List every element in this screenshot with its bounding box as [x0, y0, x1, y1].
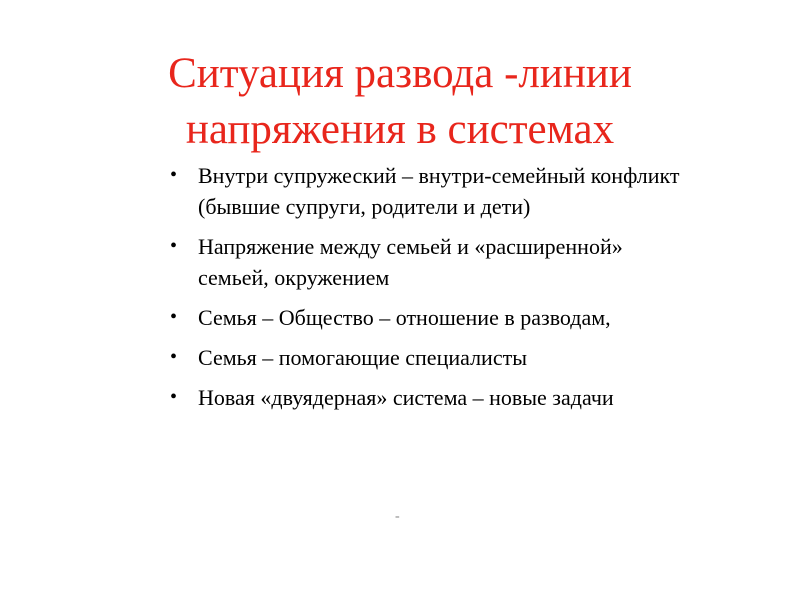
footer-mark: -: [395, 509, 400, 524]
bullet-icon: •: [170, 164, 178, 186]
bullet-item: [170, 302, 690, 333]
bullet-text: Новая «двуядерная» система – новые задачи: [198, 385, 614, 410]
slide-title: [60, 46, 740, 158]
bullet-item: [170, 342, 690, 373]
title-line-1: Ситуация развода -линии: [168, 50, 632, 97]
bullet-item: [170, 160, 690, 222]
bullet-item: [170, 382, 690, 413]
bullet-text: Внутри супружеский – внутри-семейный конфликт (бывшие супруги, родители и дети): [198, 163, 680, 219]
bullet-text: Семья – помогающие специалисты: [198, 345, 527, 370]
title-line-2: напряжения в системах: [185, 106, 615, 153]
bullet-item: [170, 231, 690, 293]
bullet-text: Напряжение между семьей и «расширенной» семьей, окружением: [198, 234, 623, 290]
bullet-text: Семья – Общество – отношение в разводам,: [198, 305, 611, 330]
bullet-icon: •: [170, 306, 178, 328]
bullet-icon: •: [170, 386, 178, 408]
bullet-list: [170, 160, 690, 422]
bullet-icon: •: [170, 346, 178, 368]
bullet-icon: •: [170, 235, 178, 257]
